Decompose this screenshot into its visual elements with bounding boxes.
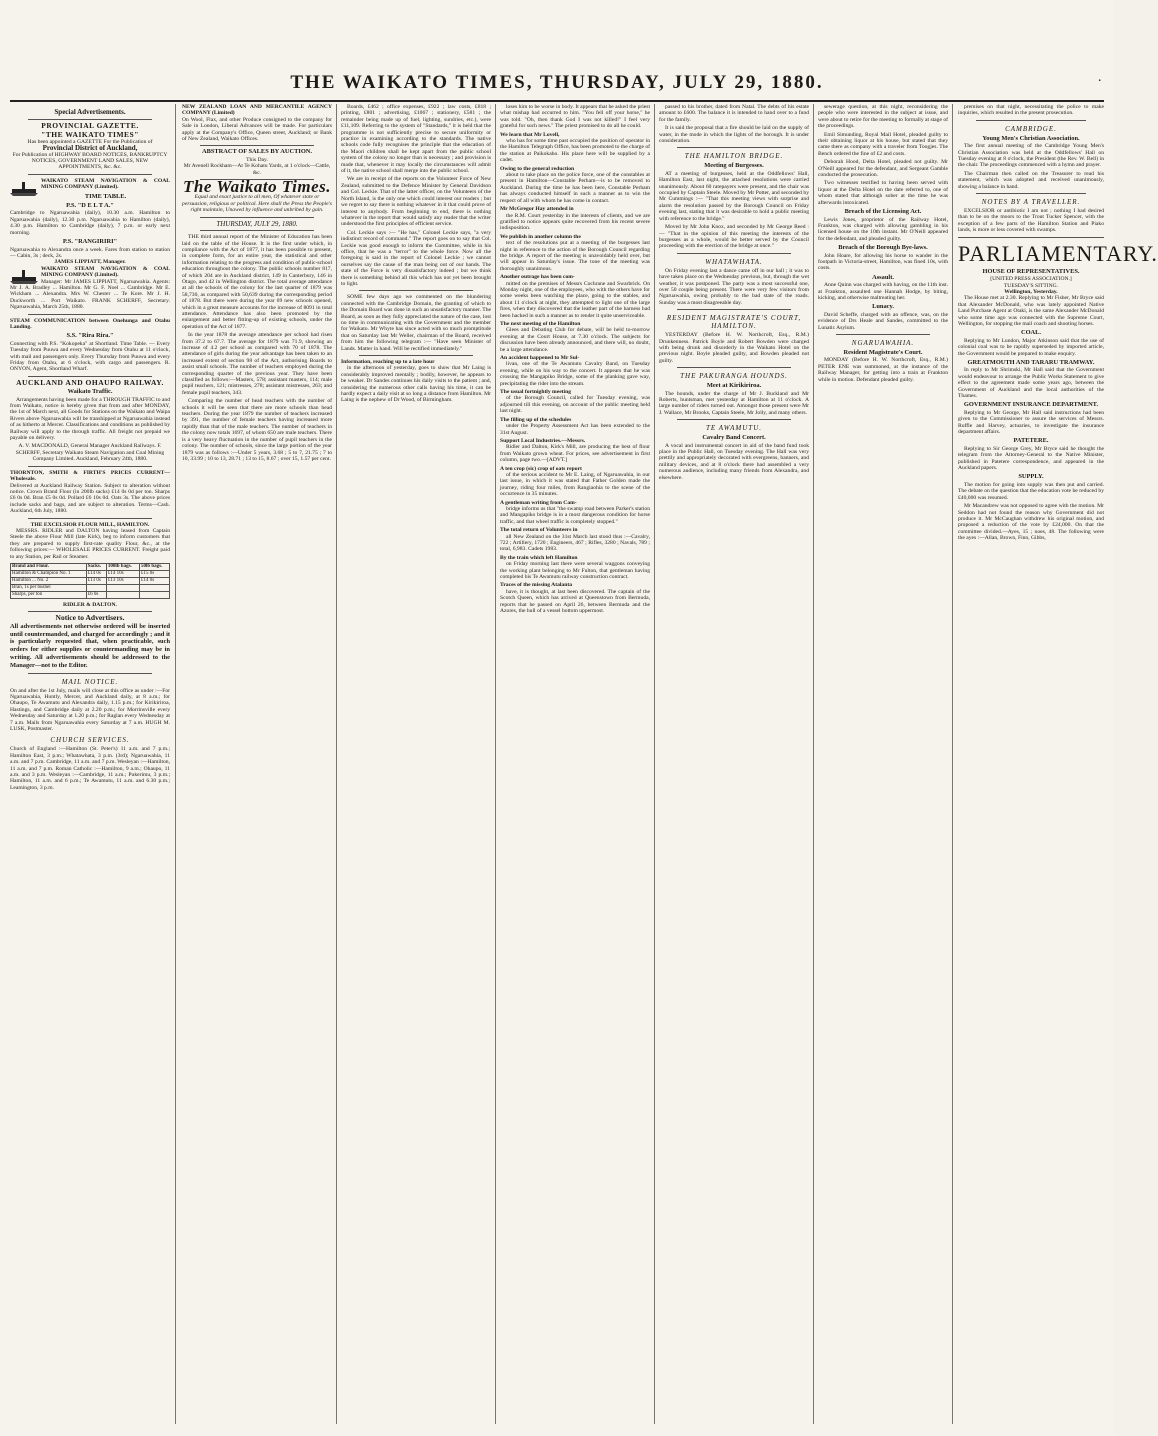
loan-agency-heading: NEW ZEALAND LOAN AND MERCANTILE AGENCY COMPANY (Limited) (182, 104, 332, 117)
notice-advertisers-body: All advertisements not otherwise ordered will be inserted until countermanded, and charged for accordingly ; and it is particularly requested that, when practicable, such orders for either supplies or countermanding may be in writing. All advertisements should be addressed to the Manager—not to the Editor. (10, 622, 170, 669)
lunacy-heading: Lunacy. (872, 303, 894, 311)
table-cell (139, 591, 169, 598)
news-item-body: under the Property Assessment Act has been extended to the 31st August. (500, 423, 650, 436)
editorial-paragraph: Boards, £462 ; office expenses, £922 ; law costs, £818 ; printing, £801 ; advertising, £1067 ; stationery, £581 ; the remainder being made up of fuel, lighting, sundries, etc.), were £11,109. Referring to the system of "Standards," it is held that the programme is not sufficiently precise to secure uniformity or practice in examining according to the standards. The native schools code fully recognises the principle that the education of the Maori children shall be kept apart from the public school system of the colony no longer than is necessary ; and provision is made that, whenever it may locally the circumstances will admit of it, the native school shall merge into the public school. (341, 104, 491, 175)
news-item-heading: A ten crop (sic) crop of oats report (500, 465, 582, 472)
report-paragraph: Replying to Sir George Grey, Mr Bryce said he thought the telegram from the Attorney-General to the Native Minister, published in Patetere correspondence, and appeared in the Auckland papers. (958, 445, 1104, 472)
divider (677, 147, 791, 148)
tramway-heading: GREATMOUTH AND TARARU TRAMWAY. (967, 358, 1095, 366)
church-services-body: Church of England :—Hamilton (St. Peter's) 11 a.m. and 7 p.m.; Hamilton East, 3 p.m.; Whatawhata, 3 p.m. (3rd); Ngaruawahia, 11 a.m. and 7 p.m. Cambridge, 11 a.m. and 7 p.m. Wesleyan :—Hamilton, 11 a.m. and 7 p.m. Roman Catholic :—Hamilton, 9 a.m.; Ohaupo, 11 a.m. and 3 p.m. Wesleyan :—Cambridge, 11 a.m.; Pukerimu, 3 p.m.; Hamilton, 11 a.m. and 6 p.m.; Te Awamutu, 11 a.m. and 6.30 p.m.; Leamington, 3 p.m. (10, 746, 170, 791)
delta-heading: P.S. "D E L T A." (66, 202, 114, 210)
special-ads-heading: Special Advertisements. (54, 108, 126, 116)
wellington-dateline: Wellington, Yesterday. (1004, 288, 1058, 295)
column-3 (341, 104, 491, 1428)
table-cell: £6 0s (86, 591, 106, 598)
news-item-heading: Traces of the missing Atalanta (500, 582, 572, 589)
news-item-heading: Support Local Industries.—Messrs. (500, 437, 586, 444)
news-item-body: who has for some time past occupied the position of operator in the Hamilton Telegraph Office, has been promoted to the charge of the station at Paikokaho. His place here will be supplied by a cadet. (500, 138, 650, 164)
divider (28, 376, 152, 377)
news-item-body: on Friday morning last there were several waggons conveying the working plant belonging to Mr Fulton, that gentleman having completed his Te Awamutu railway construction contract. (500, 561, 650, 581)
news-item-heading: The total return of Volunteers in (500, 527, 578, 534)
report-paragraph: Replying to Mr Lundon, Major Atkinson said that the use of colonial coal was to be rapidly superseded by imported article, the Government would be prepared to make enquiry. (958, 337, 1104, 357)
masthead-ornament: · (1097, 74, 1102, 89)
bye-laws-heading: Breach of the Borough Bye-laws. (838, 244, 928, 252)
news-item-body: passed to his brother, dated from Natal. The debts of his estate amount to £600. The balance it is intended to hand over to a fund for the family. (659, 104, 809, 123)
divider (359, 355, 473, 356)
thornton-heading: THORNTON, SMITH & FIRTH'S PRICES CURRENT—Wholesale. (10, 469, 170, 483)
table-header-cell: 100lb bags. (106, 563, 139, 570)
column-rule (175, 104, 176, 1424)
table-row (11, 577, 170, 584)
sitting-heading: TUESDAY'S SITTING. (1003, 282, 1059, 289)
divider (836, 334, 930, 335)
report-paragraph: A vocal and instrumental concert in aid of the band fund took place in the Public Hall, on Tuesday evening. The Hall was very prettily and appropriately decorated with evergreens, banners, and military devices, and at 8 o'clock there had assembled a very numerous audience, including many friends from Alexandra, and elsewhere. (659, 442, 809, 481)
report-paragraph: AT a meeting of burgesses, held at the Oddfellows' Hall, Hamilton East, last night, the attached resolutions were carried unanimously. About 60 ratepayers were present, and the chair was occupied by Captain Steele. Moved by Mr Potter, and seconded by Mr Cummings :— "That this meeting views with surprise and alarm the resolution passed by the Borough Council on Friday evening last, stating that it was desirable to hold a public meeting with reference to the bridge." (659, 170, 809, 222)
news-item-body: livan, one of the Te Awamutu Cavalry Band, on Tuesday evening, while on his way to the concert. It appears that he was crossing the Mangapiko Bridge, some of the planking gave way, precipitating the rider into the stream. (500, 361, 650, 387)
loan-agency-body: On Wool, Flax, and other Produce consigned to the company for Sale in London, Liberal Advances will be made. For particulars apply at the Company's Office, Queen street, Auckland; or Bank of New Zealand, Waikato Offices. (182, 116, 332, 143)
notice-advertisers-heading: Notice to Advertisers. (55, 613, 125, 623)
report-paragraph: YESTERDAY (Before H. W. Northcroft, Esq., R.M.) Drunkenness. Patrick Boyle and Robert Bowden were charged with being drunk and disorderly in the Waikato Hotel on the previous night. Boyle pleaded guilty, and Bowden pleaded not guilty. (659, 332, 809, 364)
divider (28, 314, 152, 315)
news-item-heading: An accident happened to Mr Sul- (500, 355, 580, 362)
table-cell: Sharps, per ton (11, 591, 87, 598)
report-paragraph: Replying to Mr George, Mr Hall said instructions had been given to the Commissioner to assure the services of Messrs. Ruffle and Harvey, actuaries, to investigate the insurance department affairs. (958, 409, 1104, 436)
table-cell (86, 584, 106, 591)
waikato-times-notice: "THE WAIKATO TIMES" (41, 130, 139, 140)
report-paragraph: Anne Quinn was charged with having, on the 11th inst. at Frankton, assaulted one Hannah Hodge, by biting, kicking, and otherwise maltreating her. (818, 282, 948, 301)
news-item-body: loses him to be worse in body. It appears that he asked the priest what mishap had occurred to him. "You fell off your horse," he was told. "Oh, then thank God I was not killed!" I feel very grateful for such news." The priest promised to do all he could. (500, 104, 650, 130)
table-row (11, 570, 170, 577)
divider (677, 309, 791, 310)
news-item-heading: Owing to the general reduction (500, 165, 575, 172)
table-row (11, 591, 170, 598)
report-paragraph: The first annual meeting of the Cambridge Young Men's Christian Association was held at the Oddfellows' Hall on Tuesday evening at 8 o'clock, the President (the Rev. W. Bell) in the chair. The proceedings commenced with a hymn and prayer. (958, 143, 1104, 169)
table-row (11, 584, 170, 591)
report-paragraph: The House met at 2.30. Replying to Mr Fisher, Mr Bryce said that Alexander McDonald, who was lately appointed Native Land Purchase Agent at Otaki, is the same Alexander McDonald who some time ago was connected with the Supreme Court, Wellington, for stopping the mail coach and shooting horses. (958, 295, 1104, 327)
supply-heading: SUPPLY. (1018, 473, 1044, 481)
gazette-heading: PROVINCIAL GAZETTE. (41, 121, 139, 130)
cavalry-concert-heading: Cavalry Band Concert. (702, 434, 766, 442)
railway-subheading: Waikato Traffic. (67, 388, 113, 396)
news-item-body: bridge informs us that "the swamp road between Parker's station and Mangapiko bridge is in a most dangerous condition for horse traffic, and that wheel traffic is completely stopped." (500, 505, 650, 525)
gazette-district: Provincial District of Auckland, (42, 144, 138, 153)
table-cell: Hamilton ... No. 2 (11, 577, 87, 584)
house-heading: HOUSE OF REPRESENTATIVES. (982, 267, 1080, 275)
table-cell: £14 10s (106, 570, 139, 577)
news-item-body: text of the resolutions put at a meeting of the burgesses last night in reference to the action of the Borough Council regarding the bridge. A report of the meeting is unavoidably held over, but will appear in Saturday's issue. The tone of the meeting was thoroughly unanimous. (500, 240, 650, 272)
news-item-heading: A gentleman writing from Cam- (500, 499, 577, 506)
delta-schedule: Cambridge to Ngaruawahia (daily), 10.30 a.m. Hamilton to Ngaruawahia (daily), 12.30 p.m. Ngaruawahia to Hamilton (daily), 4.30 p.m. Hamilton to Cambridge (daily), 7 p.m. or early next morning. (10, 210, 170, 236)
mail-notice-body: On and after the 1st July, mails will close at this office as under :—For Ngaruawahia, Huntly, Mercer, and Auckland daily, at 8 a.m.; for Ohaupo, Te Awamutu and Alexandra daily, 1.15 p.m.; for Kirikiriroa, Hastings, and Cambridge daily at 2.20 p.m.; for Morrinsville every Wednesday and Saturday at 1.20 p.m.; for Raglan every Wednesday at 7 a.m. Mails from Ngaruawahia every Saturday at 7 a.m. HUGH M. LUSK, Postmaster. (10, 687, 170, 732)
divider (28, 466, 152, 467)
traveller-notes-heading: NOTES BY A TRAVELLER. (981, 198, 1081, 207)
report-paragraph: Moved by Mr John Knox, and seconded by Mr George Reed :— "That in the opinion of this meeting the interests of the burgesses as a whole, would be better served by the Council proceeding with the erection of the bridge at once." (659, 224, 809, 250)
report-paragraph: The Chairman then called on the Treasurer to read his statement, which was adopted and received unanimously, showing a balance in hand. (958, 170, 1104, 190)
news-item-heading: We learn that Mr Lovell, (500, 131, 560, 138)
steamship-icon (10, 266, 38, 284)
column-rule (813, 104, 814, 1424)
gazette-body: For Publication of HIGHWAY BOARD NOTICES, BANKRUPTCY NOTICES, GOVERNMENT LAND SALES, NEW APPOINTMENTS, &c. &c. (12, 151, 168, 171)
rm-court-heading: Resident Magistrate's Court. (843, 349, 923, 356)
news-item-heading: We publish in another column the (500, 233, 581, 240)
news-item-heading: Information, reaching up to a late hour (341, 359, 435, 366)
rangiriri-heading: P.S. "RANGIRIRI" (62, 238, 118, 246)
news-item-heading: The usual fortnightly meeting (500, 389, 572, 396)
news-item-body: of the Borough Council, called for Tuesday evening, was adjourned till this evening, on account of the public meeting held last night. (500, 395, 650, 415)
hounds-heading: THE PAKURANGA HOUNDS. (680, 372, 788, 381)
flour-price-table (10, 563, 170, 599)
table-header-cell: 50lb bags. (139, 563, 169, 570)
news-item-heading: Another outrage has been com- (500, 274, 575, 281)
report-paragraph: On Friday evening last a dance came off in our hall ; it was to have taken place on the Wednesday previous, but, through the wet weather, it was postponed. The party was a most successful one, over 50 couple being present. There were very few visitors from Ngaruawahia, owing probably to the bad state of the roads. Sunday was a most disagreeable day. (659, 267, 809, 306)
cambridge-heading: CAMBRIDGE. (1005, 124, 1057, 133)
news-item-body: all New Zealand on the 31st March last stood thus :—Cavalry, 722 ; Artillery, 1720 ; Engineers, 467 ; Rifles, 3280 ; Navals, 789 ; total, 6,983. Cadets 1983. (500, 533, 650, 553)
report-paragraph: Lewis Jones, proprietor of the Railway Hotel, Frankton, was charged with allowing gambling in his licensed house on the 10th instant. Mr O'Neill appeared for the defendant, and pleaded guilty. (818, 216, 948, 242)
report-paragraph: EXCELSIOR or antibiotic I am not ; nothing I had desired than to be on the moors to the Trout Tucker Spencer, with the exception of a few parts of the Hamilton Station and Piako lands, is more or less covered with swamps. (958, 208, 1104, 234)
steamship-icon (10, 178, 38, 196)
divider (677, 419, 791, 420)
editorial-paragraph: In the year 1878 the average attendance per school had risen from 37.2 to 67.7. The average for 1879 was 71.9, showing an increase of 4.2 per school as compared with 70 of 1878. The attendance of girls during the year advantage has been taken to an increased extent of section 98 of the Act, authorising Boards to assist small schools. The number of teachers employed during the corresponding quarter of the previous year. They have been classified as follows:—Masters, 578; assistant masters, 114; male pupil teachers, 121; mistresses, 278; assistant mistresses, 263; and female pupil teachers, 343. (182, 332, 332, 396)
table-cell (106, 591, 139, 598)
news-item-body: Ridler and Dalton, Kirk's Mill, are producing the best of flour from Waikato grown wheat. For prices, see advertisement in first column, page two.—[ADVT.] (500, 444, 650, 464)
table-cell (139, 584, 169, 591)
masthead (10, 66, 1104, 102)
editorial-paragraph: THE third annual report of the Minister of Education has been laid on the table of the House. It is the first under which, in compliance with the Act of 1877, it has been possible to present, in complete form, for an entire year, the statistical and other information relating to the progress and condition of public-school education throughout the colony. The public schools number 817, of which 204 are in Auckland district, 149 in Canterbury, 146 in Otago, and 42 in Wellington district. The total average attendance at all the schools of the colony for the last quarter of 1879 was 58,730, as compared with 50,639 during the corresponding period of 1878. But there were during the year 69 new schools opened, which in a great measure accounts for the increase of 8091 in total attendance. Attendance has also been promoted by the enlargement and better fitting-up of existing schools, under the operation of the Act of 1877. (182, 234, 332, 330)
editorial-paragraph: SOME few days ago we commented on the blundering connected with the Cambridge Domain, the granting of which to the Domain Board was done in such an unsatisfactory manner. The Board, as soon as they fully appreciated the nature of the case, lost no time in communicating with the Government and the member for Waikato. Mr Whyte has since acted with so much promptitude that on Saturday last Mr Weller, chairman of the Board, received from him the following telegram :— "Have seen Minister of Lands. Matter in hand. Will be rectified immediately." (341, 294, 491, 352)
divider (976, 193, 1086, 194)
assault-heading: Assault. (872, 273, 894, 281)
divider (677, 253, 791, 254)
news-item-body: in the afternoon of yesterday, goes to show that Mr Laing is considerably improved mentally ; bodily, however, he appears to be weaker. Dr Sandes continues his daily visits to the patient ; and, considering the numerous other calls having his time, it can be hardly expect a daily visit at so long a distance from Hamilton. Mr Laing is the nephew of Dr Wood, of Birmingham. (341, 365, 491, 404)
gazette-lines: Has been appointed a GAZETTE For the Publication of (27, 138, 153, 145)
table-header-cell: Sacks. (86, 563, 106, 570)
this-day-heading: This Day. (246, 156, 268, 163)
editorial-paragraph: Col. Leckie says :— "He has," Colonel Leckie says, "a very indistinct record of command." The report goes on to say that Col. Leckie was good enough to inform the Committee, while in his office, that he was a "terror" to the whole force. Now all the foregoing is said in the report of Colonel Leckie ; we cannot ourselves say the cause of the man being out of our hands. The state of the Force is very dissatisfactory indeed ; but we think there is something behind all this which has not yet been brought to light. (341, 229, 491, 287)
steam-company-1: WAIKATO STEAM NAVIGATION & COAL MINING COMPANY (Limited). (41, 177, 170, 191)
this-day-body: Mr Avenell Rockham—At Te Kohatu Yards, at 1 o'clock—Cattle, &c. (183, 163, 331, 176)
rangiriri-schedule: Ngaruawahia to Alexandra once a week. Fares from station to station — Cabin, 3s ; deck, 2s. (10, 246, 170, 259)
table-cell: Bran, 1s per bushel (11, 584, 87, 591)
newspaper-motto: Equal and exact justice to all men, Of whatever state or persuasion, religious or political. Here shall the Press the People's right maintain, Unawed by influence and unbribed by gain. (182, 194, 332, 214)
divider (28, 518, 152, 519)
report-paragraph: The motion for going into supply was then put and carried. The debate on the question that the education vote be reduced by £40,000 was resumed. (958, 481, 1104, 501)
page-title: THE WAIKATO TIMES, THURSDAY, JULY 29, 1880. (290, 72, 824, 93)
divider (677, 367, 791, 368)
table-header-cell: Brand and Flour. (11, 563, 87, 570)
report-paragraph: Emil Simunding, Royal Mail Hotel, pleaded guilty to their obtaining liquor at his house, but stated that they came there as company with a traveler from Toogjes. The Bench ordered the fine of £2 and costs. (818, 131, 948, 157)
table-cell: £13 0s (86, 577, 106, 584)
patetere-heading: PATETERE. (1013, 437, 1049, 445)
divider (28, 119, 152, 120)
news-item-body: mitted on the premises of Messrs Cochrane and Swarbrick. On Monday night, one of the employees, who with the others have for some weeks been watching the place, going to the stables, and about 11 o'clock at night, they attempted to light one of the large fires, when they discovered that the leather part of the harness had been hacked in such a manner as to render it quite unserviceable. (500, 280, 650, 319)
column-4 (500, 104, 650, 1428)
report-paragraph: Two witnesses testified to having been served with liquor at the Delta Hotel on the date referred to, one of whom stated that although sober at the time he was afterwards intoxicated. (818, 180, 948, 206)
lippiatt-signature: JAMES LIPPIATT, Manager. (54, 259, 126, 266)
column-rule (952, 104, 953, 1424)
timetable-heading: TIME TABLE. (84, 192, 127, 200)
report-paragraph: MONDAY (Before H. W. Northcroft, Esq., R.M.) PETER ENE was summoned, at the instance of the Railway Manager, for getting into a train at Frankton while in motion. Defendant pleaded guilty. (818, 357, 948, 383)
report-paragraph: David Scheffe, charged with an offence, was, on the evidence of Drs Heale and Sandes, committed to the Lunatic Asylum. (818, 311, 948, 331)
divider (200, 230, 314, 231)
newspaper-nameplate: The Waikato Times. (183, 177, 331, 197)
parliamentary-heading: PARLIAMENTARY. (958, 240, 1158, 266)
divider (958, 237, 1104, 238)
hamilton-bridge-heading: THE HAMILTON BRIDGE. (684, 152, 784, 161)
steam-company-2: WAIKATO STEAM NAVIGATION & COAL MINING COMPANY (Limited). (41, 265, 170, 279)
column-rule (654, 104, 655, 1424)
divider (976, 120, 1086, 121)
burgesses-heading: Meeting of Burgesses. (704, 162, 764, 170)
railway-heading: AUCKLAND AND OHAUPO RAILWAY. (16, 377, 164, 387)
news-item-body: Glees and Debating Club for debate, will be held to-morrow evening at the Court House, at 7.30 o'clock. The subjects for discussion have been already announced, and there will, no doubt, be a large attendance. (500, 327, 650, 353)
church-services-heading: CHURCH SERVICES. (50, 736, 130, 745)
report-paragraph: Mr Macandrew was not opposed to agree with the motion. Mr Seddon had not found the reason why Government did not produce it. Mr McCaughan withdrew his original motion, and proposed a reduction of the vote by £24,000. On that the committee divided.—Ayes, 15 ; noes, 48. The following were the ayes :—Allan, Brown, Finn, Gibbs, (958, 503, 1104, 542)
divider (28, 174, 152, 175)
table-cell: £15 0s (139, 570, 169, 577)
news-item-body: about to take place on the police force, one of the constables at present in Hamilton—Constable Perham—is to be removed to Auckland. During the time he has been here, Constable Perham has always conducted himself in such a manner as to win the respect of all with whom he has come in contact. (500, 172, 650, 204)
rira-heading: S.S. "Rira Rira." (66, 332, 114, 340)
steam-communication: STEAM COMMUNICATION between Onehunga and Otahu Landing. (10, 317, 170, 330)
news-item-body: It is said the proposal that a fire should be laid on the supply of water, in the mode in which the lights of the borough. It is under consideration. (659, 125, 809, 145)
table-cell (106, 584, 139, 591)
news-item-body: of the serious accident to Mr E. Laing, of Ngaruawahia, in our last issue, in which it was stated that Father Golden made the journey, riding four miles, from Rangiaohia to the scene of the occurrence in 35 minutes. (500, 471, 650, 498)
auction-abstract-heading: ABSTRACT OF SALES BY AUCTION. (201, 148, 313, 156)
insurance-heading: GOVERNMENT INSURANCE DEPARTMENT. (963, 401, 1099, 409)
column-5 (659, 104, 809, 1428)
editorial-paragraph: Comparing the number of head teachers with the number of schools it will be seen that there are more schools than head teachers. During the year 1879 the number of teachers increased by 391, the number of female teachers having increased more rapidly than that of the male teachers. The number of teachers in the colony now totals 1697, of whom 650 are male teachers. There is a very heavy fluctuation in the number of pupil teachers in the colony. The number of schools, since the large portion of the year 1879 was as follows :—Under 5 years, 3.68 ; 5 to 7, 21.75 ; 7 to 10, 33.99 ; 10 to 13, 28.71 ; 13 to 15, 8.67 ; over 15, 1.57 per cent. (182, 398, 332, 462)
news-item-heading: The next meeting of the Hamilton (500, 321, 581, 327)
report-paragraph: The hounds, under the charge of Mr J. Buckland and Mr Roberts, huntsman, met yesterday at Hamilton at 11 o'clock. A large number of riders turned out. Amongst those present were Mr J. Wallace, Mr Brooks, Captain Steele, Mr Jolly, and many others. (659, 390, 809, 416)
news-item-heading: By the train which left Hamilton (500, 554, 578, 561)
ridler-signature: RIDLER & DALTON. (63, 601, 117, 608)
news-item-heading: The filling up of the schedules (500, 416, 572, 423)
divider (359, 290, 473, 291)
table-cell: £13 10s (106, 577, 139, 584)
column-1 (10, 104, 170, 1428)
column-rule (495, 104, 496, 1424)
te-awamutu-heading: TE AWAMUTU. (705, 424, 762, 433)
report-paragraph: In reply to Mr Shrimski, Mr Hall said that the Government would endeavour to arrange the Public Works Statement to give effect to the agreement made some years ago, between the Government of Auckland and the local authorities of the Thames. (958, 367, 1104, 399)
agents-list: Manager: Mr JAMES LIPPIATT, Ngaruawahia. Agents: Mr J. A. Bradley ... Hamilton. Mr G. F. Noel ... Cambridge. Mr E. Wickham ... Alexandra. Mrs W. Chester ... Te Kore. Mr J. H. Duckworth ... Port Waikato. FRANK SCHERFF, Secretary. Ngaruawahia, March 25th, 1880. (10, 278, 170, 311)
report-paragraph: Deborah Hood, Delta Hotel, pleaded not guilty. Mr O'Neill appeared for the defendant, and Sergeant Gamble conducted the prosecution. (818, 159, 948, 179)
report-paragraph: sewerage question, at this night, reconsidering the people who were interested in the subject at issue, and were about to retire for the meeting to formally at stage of the proceedings. (818, 104, 949, 130)
column-6 (818, 104, 948, 1428)
divider (28, 673, 152, 674)
column-7 (958, 104, 1158, 1428)
report-paragraph: premises on that night, necessitating the police to make inquiries, which resulted in the present prosecution. (958, 104, 1104, 117)
editorial-dateline: THURSDAY, JULY 29, 1880. (216, 219, 298, 228)
excelsior-body: MESSRS. RIDLER and DALTON having leased from Captain Steele the above Flour Mill (late Kirk), beg to inform customers that they are prepared to supply first-rate quality Flour, &c., at the following prices:— WHOLESALE PRICES CURRENT. Freight paid to any Station, per Rail or Steamer. (10, 527, 170, 560)
news-item-heading: Mr McGregor Hay attended in (500, 206, 574, 213)
thornton-prices: Delivered at Auckland Railway Station. Subject to alteration without notice. Crown Brand Flour (in 200lb sacks) £14 0s 0d per ton. Sharps £6 0s 0d. Bran £5 0s 0d. Pollard £6 10s 0d. Oats 3s. The above prices include sacks and bags, and are subject to alteration. Terms—Cash. Auckland, 6th July, 1880. (10, 482, 170, 515)
table-cell: £14 0s (86, 570, 106, 577)
mail-notice-heading: MAIL NOTICE. (61, 677, 119, 686)
divider (200, 145, 314, 146)
news-item-body: the R.M. Court yesterday in the interests of clients, and we are gratified to notice appears quite recovered from his recent severe indisposition. (500, 212, 650, 232)
railway-signature: A. V. MACDONALD, General Manager Auckland Railways. F. SCHERFF, Secretary Waikato Steam Navigation and Coal Mining Company Limited. Auckland, February 24th, 1880. (15, 443, 165, 463)
table-cell: Hamilton & Champion No. 1 (11, 570, 87, 577)
ngaruawahia-heading: NGARUAWAHIA. (851, 339, 915, 347)
whatawhata-heading: WHATAWHATA. (705, 257, 763, 266)
excelsior-heading: THE EXCELSIOR FLOUR MILL, HAMILTON. (30, 521, 150, 528)
divider (28, 611, 152, 612)
coal-heading: COAL. (1020, 329, 1042, 337)
ymca-heading: Young Men's Christian Association. (982, 134, 1080, 142)
editorial-paragraph: We are in receipt of the reports on the Volunteer Force of New Zealand, submitted to the Defence Minister by General Davidson and Col. Leckie. That of the latter officer, on the Volunteers of the North Island, is the only one which could interest our readers ; but we regret to say there is nothing whatever in it that could prove of interest to anybody. From beginning to end, there is nothing whatever in the report that would satisfy any reader that the writer understood the first principles of efficient service. (341, 176, 491, 228)
hounds-subheading: Meet at Kirikiriroa. (706, 382, 762, 390)
railway-body: Arrangements having been made for a THROUGH TRAFFIC to and from Waikato, notice is hereby given that from and after MONDAY, the 1st of March next, all Goods for Stations on the Waikato and Waipa Rivers above Ngaruawahia will be transhipped at Ngaruawahia instead of as hitherto at Mercer. Classifications and conditions as published by Railway will apply to the through traffic. All freight not prepaid we payable on delivery. (10, 396, 170, 442)
press-credit: [UNITED PRESS ASSOCIATION.] (990, 276, 1072, 283)
resident-magistrate-heading: RESIDENT MAGISTRATE'S COURT, HAMILTON. (666, 314, 802, 331)
divider (200, 217, 314, 218)
report-paragraph: John Hoare, for allowing his horse to wander in the footpath in Victoria-street, Hamilton, was fined 10s, with costs. (818, 252, 948, 272)
column-2 (182, 104, 332, 1428)
rira-schedule: Connecting with P.S. "Kokopeka" at Shortland. Time Table. — Every Tuesday from Puuwa and every Wednesday from Otahu at 11 o'clock, with mail and passengers only. Every Thursday from Puuwa and every Friday from Otahu, at 6 o'clock, with cargo and passengers. R. ONYON, Agent, Shortland Wharf. (10, 340, 170, 373)
column-rule (336, 104, 337, 1424)
news-item-body: have, it is thought, at last been discovered. The captain of the Scotch Queen, which has arrived at Queenstown from Bermuda, reports that he passed on April 26, between Bermuda and the Azores, the hull of a vessel bottom uppermost. (500, 588, 650, 615)
licensing-act-heading: Breach of the Licensing Act. (844, 208, 922, 216)
table-cell: £14 0s (139, 577, 169, 584)
